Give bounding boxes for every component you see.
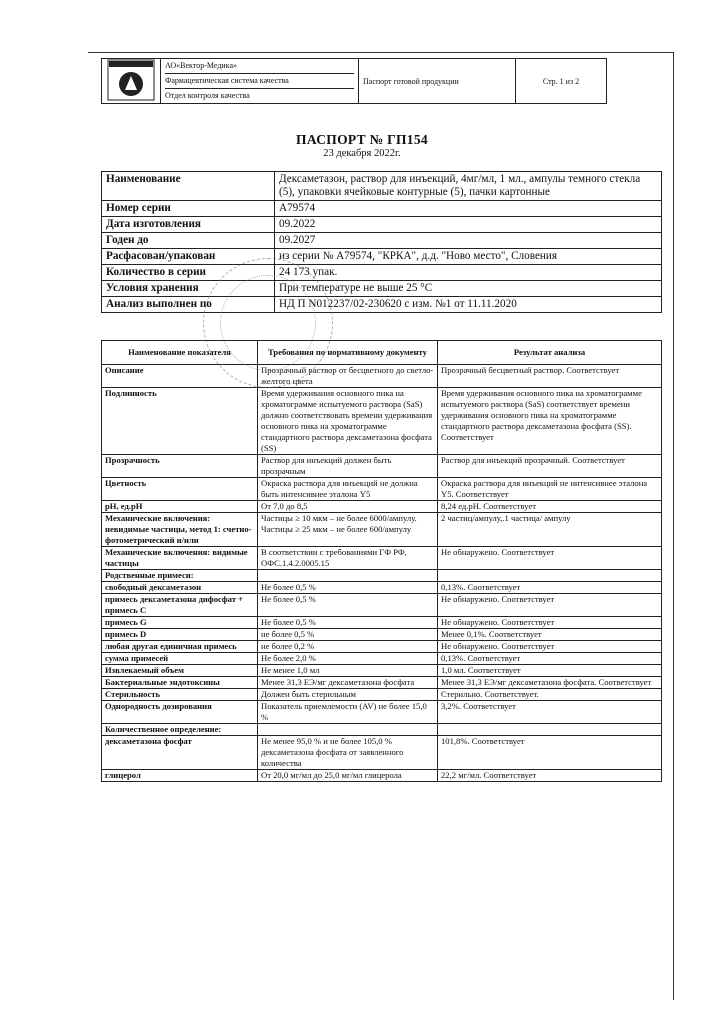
- indicator-requirement: Не более 0,5 %: [258, 617, 438, 629]
- association-logo-icon: [106, 59, 156, 101]
- indicator-row: [102, 665, 662, 677]
- indicator-row: [102, 629, 662, 641]
- indicator-name: Количественное определение:: [102, 724, 258, 736]
- indicator-row: [102, 478, 662, 501]
- indicator-name: Бактериальные эндотоксины: [102, 677, 258, 689]
- indicator-name: Механические включения: видимые частицы: [102, 547, 258, 570]
- indicator-requirement: [258, 570, 438, 582]
- info-value: из серии № A79574, "КРКА", д.д. "Ново место", Словения: [275, 249, 662, 265]
- info-row: [102, 217, 662, 233]
- col-result: Результат анализа: [438, 341, 662, 365]
- indicator-result: 2 частиц/ампулу,.1 частица/ ампулу: [438, 513, 662, 547]
- indicator-row: [102, 617, 662, 629]
- indicator-requirement: Должен быть стерильным: [258, 689, 438, 701]
- indicator-requirement: Не более 0,5 %: [258, 582, 438, 594]
- indicator-row: [102, 701, 662, 724]
- indicator-requirement: Раствор для инъекций должен быть прозрачным: [258, 455, 438, 478]
- indicator-row: [102, 594, 662, 617]
- org-block: [161, 59, 359, 104]
- indicator-requirement: Частицы ≥ 10 мкм – не более 6000/ампулу. Частицы ≥ 25 мкм – не более 600/ампулу: [258, 513, 438, 547]
- info-row: [102, 297, 662, 313]
- indicator-row: [102, 388, 662, 455]
- indicator-name: сумма примесей: [102, 653, 258, 665]
- passport-date: 23 декабря 2022г.: [323, 148, 401, 159]
- info-value: Дексаметазон, раствор для инъекций, 4мг/мл, 1 мл., ампулы темного стекла (5), упаковки ячейковые контурные (5), пачки картонные: [275, 172, 662, 201]
- indicator-result: 0,13%. Соответствует: [438, 582, 662, 594]
- info-value: 09.2027: [275, 233, 662, 249]
- indicator-requirement: Окраска раствора для инъекций не должна быть интенсивнее эталона Y5: [258, 478, 438, 501]
- indicator-row: [102, 653, 662, 665]
- indicator-result: Не обнаружено. Соответствует: [438, 547, 662, 570]
- indicator-result: Не обнаружено. Соответствует: [438, 641, 662, 653]
- col-indicator-name: Наименование показателя: [102, 341, 258, 365]
- indicator-requirement: Показатель приемлемости (AV) не более 15,0 %: [258, 701, 438, 724]
- info-row: [102, 172, 662, 201]
- info-key: Наименование: [102, 172, 275, 201]
- indicator-requirement: От 7,0 до 8,5: [258, 501, 438, 513]
- info-row: [102, 201, 662, 217]
- info-value: При температуре не выше 25 °С: [275, 281, 662, 297]
- info-value: НД П N012237/02-230620 с изм. №1 от 11.11.2020: [275, 297, 662, 313]
- indicators-table: [101, 340, 662, 782]
- quality-system: Фармацевтическая система качества: [165, 74, 354, 89]
- indicator-requirement: Менее 31,3 ЕЭ/мг дексаметазона фосфата: [258, 677, 438, 689]
- indicator-name: Родственные примеси:: [102, 570, 258, 582]
- indicator-name: примесь D: [102, 629, 258, 641]
- indicator-requirement: Не более 0,5 %: [258, 594, 438, 617]
- indicator-row: [102, 582, 662, 594]
- info-value: 09.2022: [275, 217, 662, 233]
- indicator-result: Менее 31,3 ЕЭ/мг дексаметазона фосфата. Соответствует: [438, 677, 662, 689]
- indicator-requirement: Не менее 1,0 мл: [258, 665, 438, 677]
- indicator-requirement: [258, 724, 438, 736]
- col-requirement: Требования по нормативному документу: [258, 341, 438, 365]
- indicator-name: примесь G: [102, 617, 258, 629]
- document-header: [101, 58, 607, 104]
- indicator-row: [102, 736, 662, 770]
- indicator-row: [102, 513, 662, 547]
- indicator-name: любая другая единичная примесь: [102, 641, 258, 653]
- indicator-name: pH, ед.pH: [102, 501, 258, 513]
- indicator-name: Цветность: [102, 478, 258, 501]
- indicator-row: [102, 770, 662, 782]
- indicator-name: свободный дексаметазон: [102, 582, 258, 594]
- info-row: [102, 249, 662, 265]
- page-number: Стр. 1 из 2: [516, 59, 607, 104]
- indicator-result: 0,13%. Соответствует: [438, 653, 662, 665]
- indicator-name: дексаметазона фосфат: [102, 736, 258, 770]
- indicator-result: Менее 0,1%. Соответствует: [438, 629, 662, 641]
- indicator-result: Прозрачный бесцветный раствор. Соответствует: [438, 365, 662, 388]
- org-name: АО«Вектор-Медика»: [165, 59, 354, 74]
- info-key: Условия хранения: [102, 281, 275, 297]
- indicator-requirement: Не более 2,0 %: [258, 653, 438, 665]
- indicator-requirement: В соответствии с требованиями ГФ РФ, ОФС.1.4.2.0005.15: [258, 547, 438, 570]
- indicator-result: 8,24 ед.pH. Соответствует: [438, 501, 662, 513]
- indicator-row: [102, 365, 662, 388]
- indicator-name: Извлекаемый объем: [102, 665, 258, 677]
- indicator-name: Однородность дозирования: [102, 701, 258, 724]
- doc-type: Паспорт готовой продукции: [359, 59, 516, 104]
- product-info-table: [101, 171, 662, 313]
- indicator-result: 3,2%. Соответствует: [438, 701, 662, 724]
- indicator-result: 101,8%. Соответствует: [438, 736, 662, 770]
- info-row: [102, 265, 662, 281]
- indicator-row: [102, 724, 662, 736]
- info-key: Количество в серии: [102, 265, 275, 281]
- indicator-row: [102, 455, 662, 478]
- indicator-name: Механические включения: невидимые частицы, метод 1: счетно-фотометрический и/или: [102, 513, 258, 547]
- indicator-name: Стерильность: [102, 689, 258, 701]
- info-value: A79574: [275, 201, 662, 217]
- indicator-result: Окраска раствора для инъекций не интенсивнее эталона Y5. Соответствует: [438, 478, 662, 501]
- indicator-name: Прозрачность: [102, 455, 258, 478]
- indicator-requirement: не более 0,5 %: [258, 629, 438, 641]
- indicator-result: Время удерживания основного пика на хроматограмме испытуемого раствора (SaS) соответствует времени удерживания основного пика на хроматограмме стандартного раствора дексаметазона фосфата (SS). Соответствует: [438, 388, 662, 455]
- info-value: 24 173 упак.: [275, 265, 662, 281]
- info-key: Номер серии: [102, 201, 275, 217]
- indicator-row: [102, 641, 662, 653]
- indicator-result: Раствор для инъекций прозрачный. Соответствует: [438, 455, 662, 478]
- indicator-result: Стерильно. Соответствует.: [438, 689, 662, 701]
- indicator-name: Описание: [102, 365, 258, 388]
- indicator-requirement: не более 0,2 %: [258, 641, 438, 653]
- indicator-name: Подлинность: [102, 388, 258, 455]
- indicator-requirement: От 20,0 мг/мл до 25,0 мг/мл глицерола: [258, 770, 438, 782]
- indicator-row: [102, 570, 662, 582]
- indicator-requirement: Прозрачный раствор от бесцветного до светло-желтого цвета: [258, 365, 438, 388]
- indicator-row: [102, 689, 662, 701]
- info-key: Годен до: [102, 233, 275, 249]
- indicator-result: 1,0 мл. Соответствует: [438, 665, 662, 677]
- logo-cell: [102, 59, 161, 104]
- indicator-row: [102, 501, 662, 513]
- indicator-result: Не обнаружено. Соответствует: [438, 617, 662, 629]
- indicator-result: 22,2 мг/мл. Соответствует: [438, 770, 662, 782]
- info-key: Дата изготовления: [102, 217, 275, 233]
- indicator-requirement: Не менее 95,0 % и не более 105,0 % дексаметазона фосфата от заявленного количества: [258, 736, 438, 770]
- info-key: Расфасован/упакован: [102, 249, 275, 265]
- department: Отдел контроля качества: [165, 91, 250, 100]
- info-key: Анализ выполнен по: [102, 297, 275, 313]
- indicator-row: [102, 547, 662, 570]
- info-row: [102, 281, 662, 297]
- indicator-result: [438, 724, 662, 736]
- indicator-result: Не обнаружено. Соответствует: [438, 594, 662, 617]
- info-row: [102, 233, 662, 249]
- indicator-row: [102, 677, 662, 689]
- indicator-requirement: Время удерживания основного пика на хроматограмме испытуемого раствора (SaS) должно соответствовать времени удерживания основного пика на хроматограмме стандартного раствора дексаметазона фосфата (SS): [258, 388, 438, 455]
- indicator-name: глицерол: [102, 770, 258, 782]
- indicator-name: примесь дексаметазона дифосфат + примесь С: [102, 594, 258, 617]
- passport-title: ПАСПОРТ № ГП154: [296, 132, 428, 147]
- indicator-result: [438, 570, 662, 582]
